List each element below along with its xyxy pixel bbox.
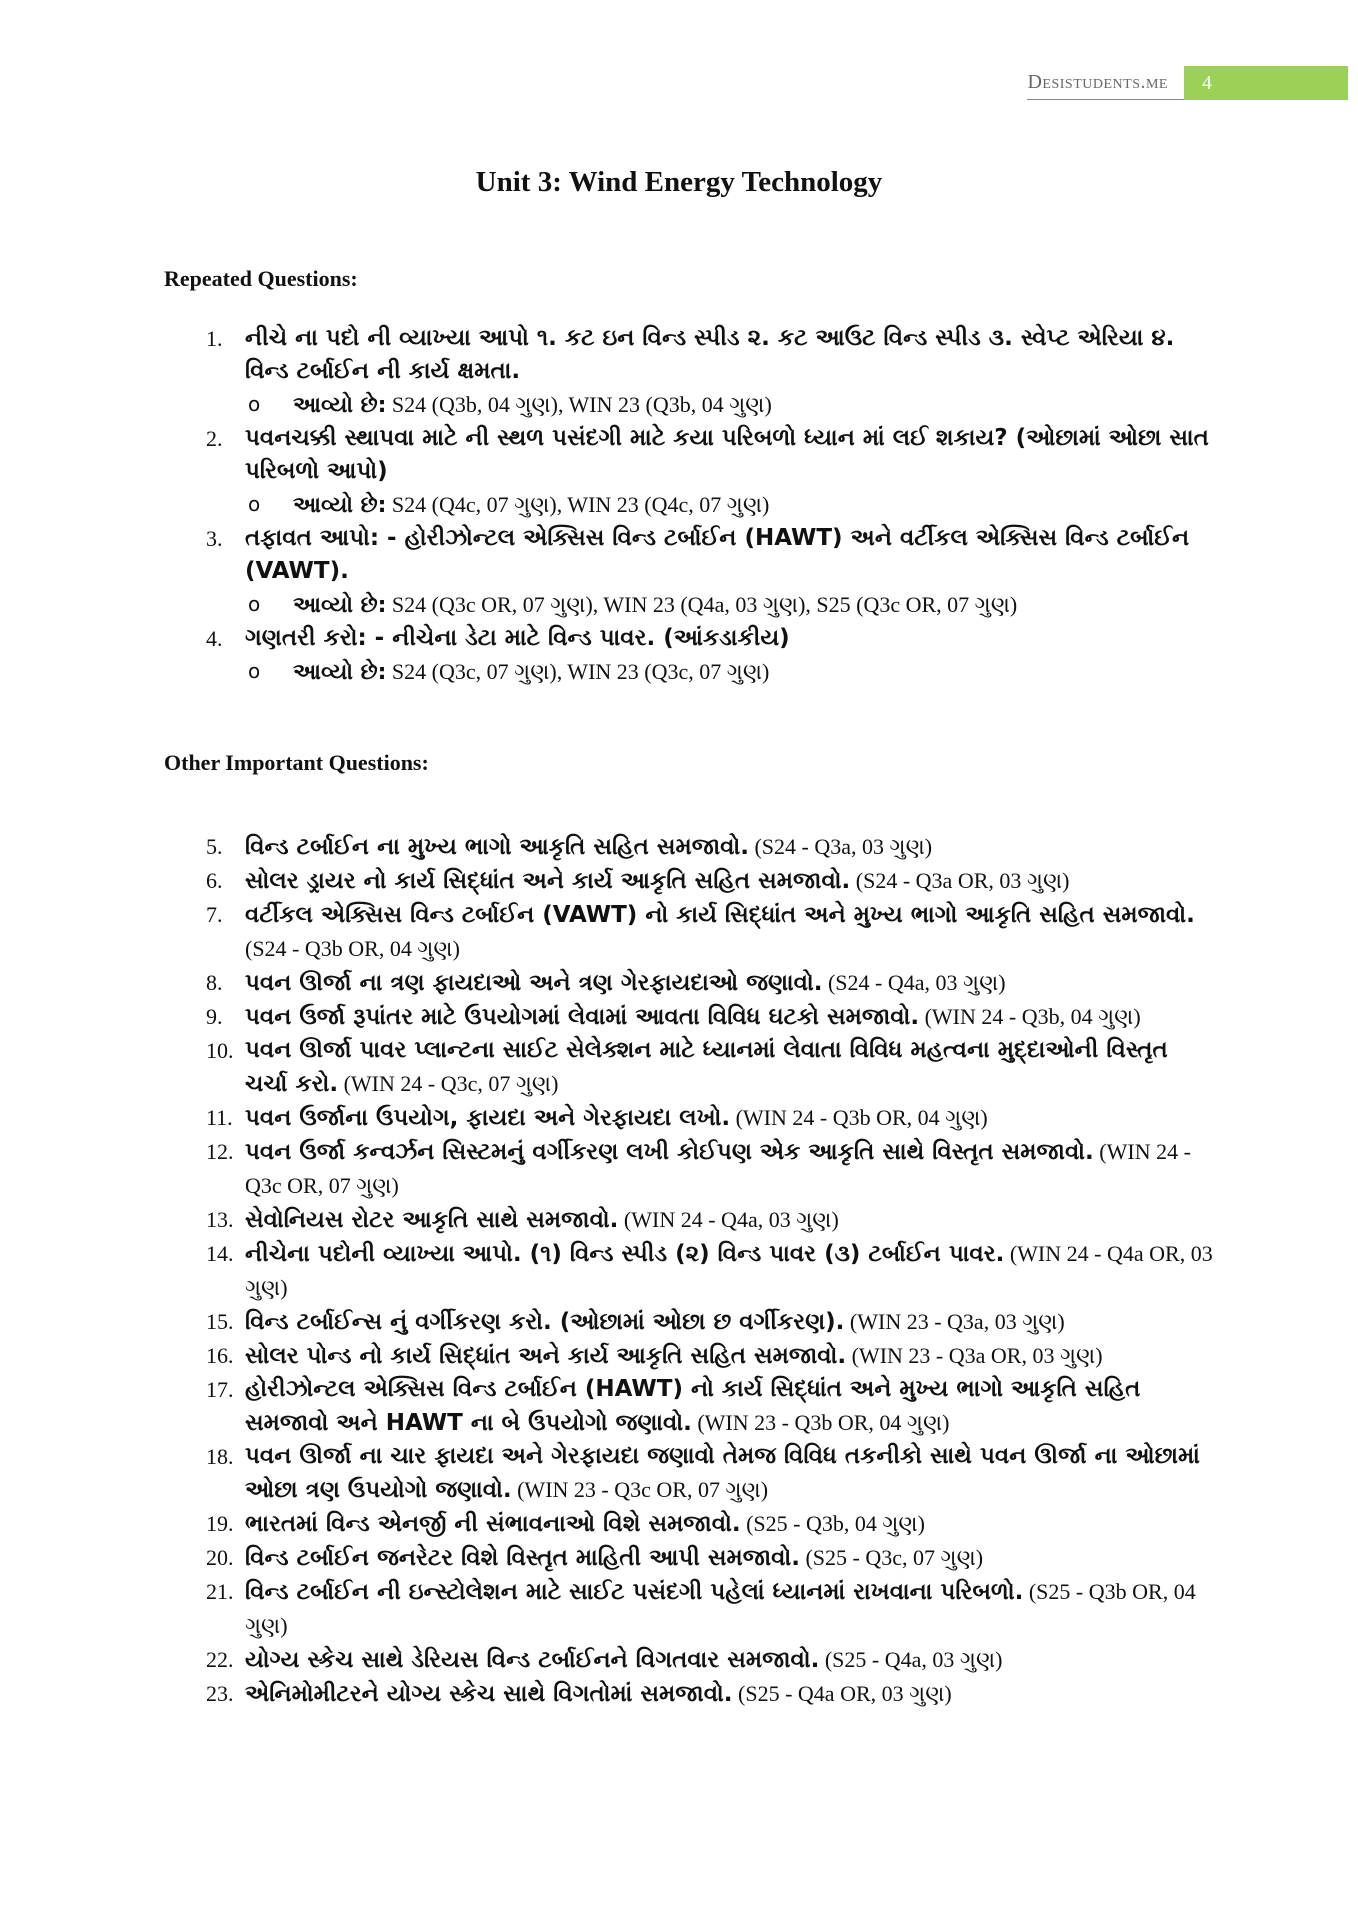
question-meta: (WIN 24 - Q3b OR, 04 ગુણ) [730, 1105, 988, 1130]
question-meta: (WIN 24 - Q3b, 04 ગુણ) [919, 1004, 1141, 1029]
list-item [164, 1101, 1214, 1135]
question-meta: (S24 - Q3a, 03 ગુણ) [748, 834, 933, 859]
list-item [164, 864, 1214, 898]
question-text: સોલર પોન્ડ નો કાર્ય સિદ્ધાંત અને કાર્ય આકૃતિ સહિત સમજાવો. [245, 1343, 847, 1369]
list-item [164, 322, 1214, 422]
list-item [164, 1135, 1214, 1203]
question-text: પવનચક્કી સ્થાપવા માટે ની સ્થળ પસંદગી માટે કયા પરિબળો ધ્યાન માં લઈ શકાય? (ઓછામાં ઓછા સાત પરિબળો આપો) [245, 425, 1209, 484]
circle-bullet-icon: o [248, 659, 261, 683]
question-meta: (WIN 24 - Q4a, 03 ગુણ) [618, 1207, 839, 1232]
question-text: વિન્ડ ટર્બાઈન્સ નું વર્ગીકરણ કરો. (ઓછામાં ઓછા છ વર્ગીકરણ). [245, 1309, 845, 1335]
question-number: 23. [206, 1681, 234, 1706]
question-text: વિન્ડ ટર્બાઈન જનરેટર વિશે વિસ્તૃત માહિતી આપી સમજાવો. [245, 1545, 800, 1571]
question-text: પવન ઉર્જાના ઉપયોગ, ફાયદા અને ગેરફાયદા લખો. [245, 1105, 731, 1131]
question-meta: (WIN 23 - Q3a OR, 03 ગુણ) [846, 1343, 1103, 1368]
question-meta: (S25 - Q4a, 03 ગુણ) [819, 1647, 1003, 1672]
list-item [164, 522, 1214, 622]
question-number: 19. [206, 1511, 234, 1536]
list-item [164, 1000, 1214, 1034]
repeated-questions-list [164, 322, 1214, 689]
question-text: સોલર ડ્રાયર નો કાર્ય સિદ્ધાંત અને કાર્ય આકૃતિ સહિત સમજાવો. [245, 868, 851, 894]
list-item [164, 1440, 1214, 1507]
question-meta: (WIN 24 - Q3c OR, 07 ગુણ) [245, 1139, 1191, 1198]
question-number: 2. [206, 426, 223, 451]
question-text: વિન્ડ ટર્બાઈન ની ઇન્સ્ટોલેશન માટે સાઈટ પસંદગી પહેલાં ધ્યાનમાં રાખવાના પરિબળો. [245, 1579, 1024, 1605]
circle-bullet-icon: o [248, 492, 261, 516]
question-text: વિન્ડ ટર્બાઈન ના મુખ્ય ભાગો આકૃતિ સહિત સમજાવો. [245, 834, 749, 860]
question-number: 5. [206, 834, 223, 859]
question-meta: (WIN 24 - Q3c, 07 ગુણ) [338, 1071, 559, 1096]
question-text: ભારતમાં વિન્ડ એનર્જી ની સંભાવનાઓ વિશે સમજાવો. [245, 1511, 741, 1537]
question-number: 10. [206, 1038, 234, 1063]
list-item [164, 1034, 1214, 1101]
question-meta: (WIN 24 - Q4a OR, 03 ગુણ) [245, 1241, 1213, 1300]
question-number: 7. [206, 902, 223, 927]
list-item [164, 830, 1214, 864]
question-meta: (S24 - Q3b OR, 04 ગુણ) [245, 936, 460, 961]
question-number: 8. [206, 970, 223, 995]
question-text: ગણતરી કરો: - નીચેના ડેટા માટે વિન્ડ પાવર. (આંકડાકીય) [245, 625, 790, 651]
list-item [164, 966, 1214, 1000]
site-name: Desistudents.me [1027, 66, 1184, 100]
question-number: 20. [206, 1545, 234, 1570]
question-meta: (S24 - Q3a OR, 03 ગુણ) [850, 868, 1070, 893]
list-item [164, 1643, 1214, 1677]
asked-label: આવ્યો છે: [293, 660, 387, 685]
repeated-questions-heading: Repeated Questions: [164, 266, 358, 291]
list-item [164, 1305, 1214, 1339]
asked-label: આવ્યો છે: [293, 493, 387, 518]
list-item [164, 622, 1214, 689]
question-number: 9. [206, 1004, 223, 1029]
other-questions-list [164, 830, 1214, 1711]
question-number: 3. [206, 526, 223, 551]
list-item [164, 1541, 1214, 1575]
question-meta: (S25 - Q3b, 04 ગુણ) [740, 1511, 925, 1536]
asked-value: S24 (Q4c, 07 ગુણ), WIN 23 (Q4c, 07 ગુણ) [386, 492, 770, 517]
list-item [164, 1339, 1214, 1373]
question-meta: (S25 - Q4a OR, 03 ગુણ) [732, 1681, 952, 1706]
question-number: 18. [206, 1444, 234, 1469]
page-number: 4 [1184, 66, 1348, 100]
list-item [164, 1507, 1214, 1541]
asked-label: આવ્યો છે: [293, 593, 387, 618]
asked-value: S24 (Q3c, 07 ગુણ), WIN 23 (Q3c, 07 ગુણ) [386, 659, 770, 684]
question-text: પવન ઉર્જા રૂપાંતર માટે ઉપયોગમાં લેવામાં આવતા વિવિધ ઘટકો સમજાવો. [245, 1004, 920, 1030]
list-item [164, 1677, 1214, 1711]
asked-label: આવ્યો છે: [293, 393, 387, 418]
question-text: પવન ઊર્જા ના ચાર ફાયદા અને ગેરફાયદા જણાવો તેમજ વિવિધ તકનીકો સાથે પવન ઊર્જા ના ઓછામાં ઓછા ત્રણ ઉપયોગો જણાવો. [245, 1443, 1200, 1503]
asked-in [245, 388, 1214, 422]
question-number: 13. [206, 1207, 234, 1232]
list-item [164, 1203, 1214, 1237]
other-questions-heading: Other Important Questions: [164, 750, 429, 775]
question-meta: (WIN 23 - Q3b OR, 04 ગુણ) [691, 1410, 950, 1435]
question-text: વર્ટીકલ એક્સિસ વિન્ડ ટર્બાઈન (VAWT) નો કાર્ય સિદ્ધાંત અને મુખ્ય ભાગો આકૃતિ સહિત સમજાવો. [245, 902, 1195, 928]
list-item [164, 1575, 1214, 1643]
page-header [1027, 66, 1348, 100]
asked-in [245, 488, 1214, 522]
asked-in [245, 655, 1214, 689]
question-number: 15. [206, 1309, 234, 1334]
question-number: 4. [206, 626, 223, 651]
question-text: યોગ્ય સ્કેચ સાથે ડેરિયસ વિન્ડ ટર્બાઈનને વિગતવાર સમજાવો. [245, 1647, 820, 1673]
question-text: પવન ઊર્જા ના ત્રણ ફાયદાઓ અને ત્રણ ગેરફાયદાઓ જણાવો. [245, 970, 823, 996]
question-number: 11. [206, 1105, 233, 1130]
question-text: હોરીઝોન્ટલ એક્સિસ વિન્ડ ટર્બાઈન (HAWT) નો કાર્ય સિદ્ધાંત અને મુખ્ય ભાગો આકૃતિ સહિત સમજાવો અને HAWT ના બે ઉપયોગો જણાવો. [245, 1376, 1141, 1436]
question-number: 1. [206, 326, 223, 351]
question-number: 12. [206, 1139, 234, 1164]
question-meta: (S25 - Q3b OR, 04 ગુણ) [245, 1579, 1196, 1638]
question-meta: (S25 - Q3c, 07 ગુણ) [799, 1545, 984, 1570]
asked-in [245, 588, 1214, 622]
question-text: નીચે ના પદો ની વ્યાખ્યા આપો ૧. કટ ઇન વિન્ડ સ્પીડ ૨. કટ આઉટ વિન્ડ સ્પીડ ૩. સ્વેપ્ટ એરિયા ૪. વિન્ડ ટર્બાઈન ની કાર્ય ક્ષમતા. [245, 325, 1175, 384]
question-text: એનિમોમીટરને યોગ્ય સ્કેચ સાથે વિગતોમાં સમજાવો. [245, 1681, 733, 1707]
question-meta: (S24 - Q4a, 03 ગુણ) [822, 970, 1006, 995]
question-text: નીચેના પદોની વ્યાખ્યા આપો. (૧) વિન્ડ સ્પીડ (૨) વિન્ડ પાવર (૩) ટર્બાઈન પાવર. [245, 1241, 1005, 1267]
question-number: 16. [206, 1343, 234, 1368]
list-item [164, 1373, 1214, 1440]
asked-value: S24 (Q3b, 04 ગુણ), WIN 23 (Q3b, 04 ગુણ) [386, 392, 772, 417]
question-number: 21. [206, 1579, 234, 1604]
question-text: સેવોનિયસ રોટર આકૃતિ સાથે સમજાવો. [245, 1207, 619, 1233]
list-item [164, 1237, 1214, 1305]
list-item [164, 422, 1214, 522]
question-number: 17. [206, 1377, 234, 1402]
list-item [164, 898, 1214, 966]
question-meta: (WIN 23 - Q3c OR, 07 ગુણ) [511, 1477, 769, 1502]
question-number: 14. [206, 1241, 234, 1266]
circle-bullet-icon: o [248, 592, 261, 616]
question-text: તફાવત આપો: - હોરીઝોન્ટલ એક્સિસ વિન્ડ ટર્બાઈન (HAWT) અને વર્ટીકલ એક્સિસ વિન્ડ ટર્બાઈન (VAWT). [245, 525, 1190, 584]
question-text: પવન ઊર્જા પાવર પ્લાન્ટના સાઈટ સેલેક્શન માટે ધ્યાનમાં લેવાતા વિવિધ મહત્વના મુદ્દાઓની વિસ્તૃત ચર્ચા કરો. [245, 1037, 1168, 1097]
question-text: પવન ઉર્જા કન્વર્ઝન સિસ્ટમનું વર્ગીકરણ લખી કોઈપણ એક આકૃતિ સાથે વિસ્તૃત સમજાવો. [245, 1139, 1094, 1165]
question-number: 6. [206, 868, 223, 893]
page-title: Unit 3: Wind Energy Technology [475, 166, 883, 198]
circle-bullet-icon: o [248, 392, 261, 416]
question-meta: (WIN 23 - Q3a, 03 ગુણ) [844, 1309, 1065, 1334]
question-number: 22. [206, 1647, 234, 1672]
asked-value: S24 (Q3c OR, 07 ગુણ), WIN 23 (Q4a, 03 ગુણ), S25 (Q3c OR, 07 ગુણ) [386, 592, 1018, 617]
